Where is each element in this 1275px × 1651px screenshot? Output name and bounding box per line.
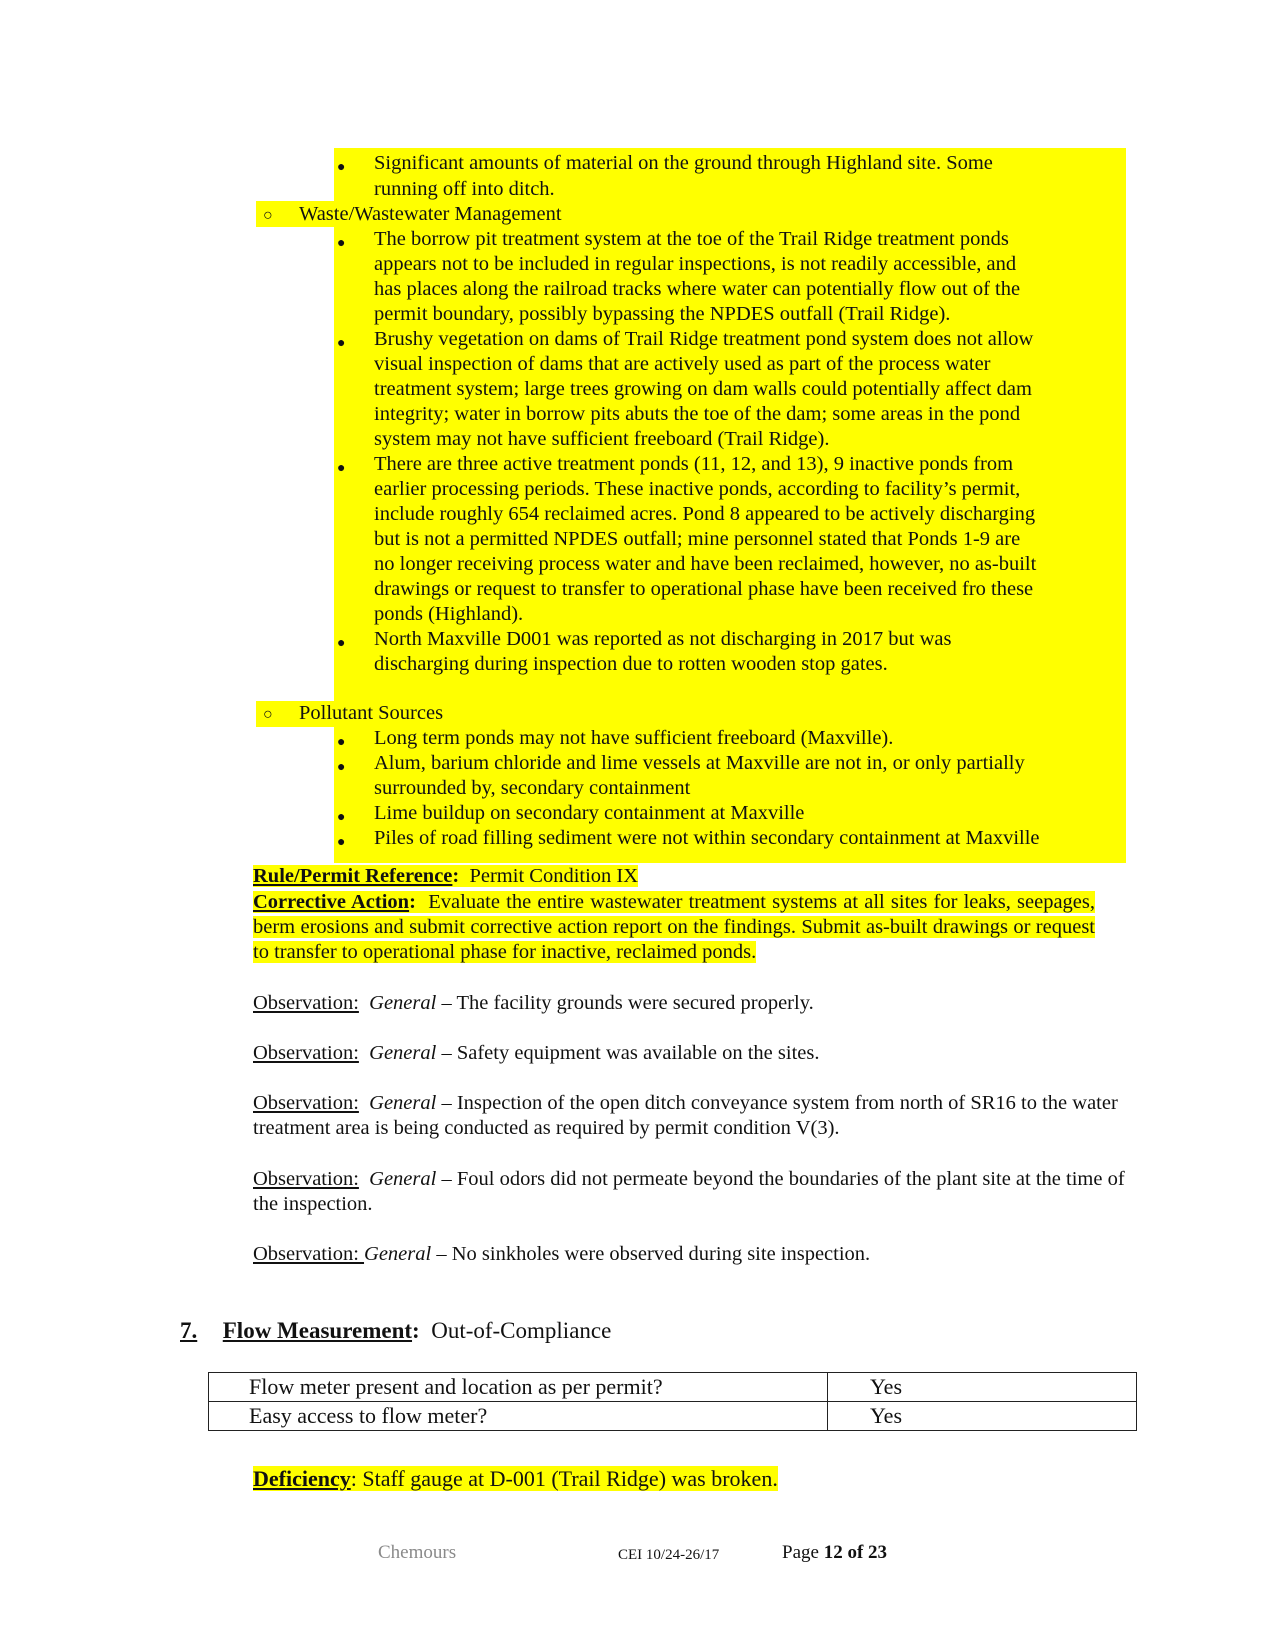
page-of: of (842, 1542, 869, 1563)
bullet-icon: ● (337, 636, 346, 651)
bullet-icon: ● (337, 835, 346, 850)
footer-company: Chemours (378, 1542, 457, 1563)
bullet-icon: ● (337, 160, 346, 175)
observation-type: General (369, 1168, 437, 1190)
bullet-text-line: surrounded by, secondary containment (374, 777, 691, 799)
bullet-text-line: treatment system; large trees growing on dam walls could potentially affect dam (374, 378, 1032, 400)
observation-text: – Inspection of the open ditch conveyance system from north of SR16 to the water treatment area is being conducted as required by permit condition V(3). (253, 1092, 1118, 1139)
corrective-action (253, 890, 1095, 965)
bullet-text-line: The borrow pit treatment system at the toe of the Trail Ridge treatment ponds (374, 228, 1009, 250)
circle-bullet-icon: ○ (263, 207, 273, 224)
table-cell-question: Easy access to flow meter? (209, 1402, 828, 1431)
observation-text: – No sinkholes were observed during site inspection. (436, 1243, 871, 1265)
observation-label: Observation: (253, 992, 359, 1014)
section-number: 7. (180, 1318, 198, 1343)
footer-page (782, 1540, 887, 1565)
page-prefix: Page (782, 1542, 824, 1563)
observation (253, 1041, 1133, 1066)
table-cell-answer: Yes (828, 1402, 1137, 1431)
bullet-text-line: Significant amounts of material on the ground through Highland site. Some (374, 152, 993, 174)
bullet-text-line: permit boundary, possibly bypassing the NPDES outfall (Trail Ridge). (374, 303, 951, 325)
bullet-text-line: appears not to be included in regular inspections, is not readily accessible, and (374, 253, 1017, 275)
observation-text: – Safety equipment was available on the sites. (441, 1042, 820, 1064)
bullet-icon: ● (337, 760, 346, 775)
waste-heading: Waste/Wastewater Management (299, 203, 562, 225)
corrective-label: Corrective Action (253, 891, 410, 913)
observation-type: General (369, 1092, 437, 1114)
rule-permit-reference (253, 864, 638, 889)
bullet-text-line: integrity; water in borrow pits abuts the toe of the dam; some areas in the pond (374, 403, 1021, 425)
footer-code: CEI 10/24-26/17 (618, 1547, 720, 1563)
circle-bullet-icon: ○ (263, 706, 273, 723)
bullet-text-line: include roughly 654 reclaimed acres. Pond 8 appeared to be actively discharging (374, 503, 1036, 525)
bullet-icon: ● (337, 810, 346, 825)
section-status: Out-of-Compliance (431, 1318, 612, 1343)
page-number: 12 (823, 1542, 843, 1563)
bullet-text-line: running off into ditch. (374, 178, 555, 200)
table-row (209, 1373, 1137, 1402)
observation (253, 1167, 1143, 1217)
observation-label: Observation: (253, 1243, 365, 1265)
bullet-text-line: drawings or request to transfer to operational phase have been received fro these (374, 578, 1034, 600)
rule-text: Permit Condition IX (469, 865, 639, 887)
table-cell-answer: Yes (828, 1373, 1137, 1402)
pollutant-heading: Pollutant Sources (299, 702, 444, 724)
bullet-text-line: but is not a permitted NPDES outfall; mine personnel stated that Ponds 1-9 are (374, 528, 1021, 550)
observation (253, 1091, 1133, 1141)
table-cell-question: Flow meter present and location as per permit? (209, 1373, 828, 1402)
deficiency-label: Deficiency (253, 1466, 351, 1491)
bullet-text-line: has places along the railroad tracks where water can potentially flow out of the (374, 278, 1021, 300)
section-title: Flow Measurement (222, 1318, 413, 1343)
page-total: 23 (868, 1542, 888, 1563)
observation-type: General (369, 1042, 437, 1064)
bullet-text-line: system may not have sufficient freeboard (Trail Ridge). (374, 428, 830, 450)
bullet-icon: ● (337, 735, 346, 750)
section-heading (180, 1317, 611, 1345)
bullet-text-line: Alum, barium chloride and lime vessels at Maxville are not in, or only partially (374, 752, 1025, 774)
bullet-text-line: earlier processing periods. These inactive ponds, according to facility’s permit, (374, 478, 1021, 500)
rule-colon: : (452, 865, 460, 887)
rule-label: Rule/Permit Reference (253, 865, 453, 887)
observation-text: – The facility grounds were secured properly. (441, 992, 814, 1014)
bullet-icon: ● (337, 336, 346, 351)
flow-measurement-table (208, 1372, 1137, 1431)
observation-type: General (369, 992, 437, 1014)
observation-label: Observation: (253, 1042, 359, 1064)
corrective-colon: : (409, 891, 416, 913)
observation-text: – Foul odors did not permeate beyond the boundaries of the plant site at the time of the inspection. (253, 1168, 1125, 1215)
bullet-text-line: Brushy vegetation on dams of Trail Ridge treatment pond system does not allow (374, 328, 1034, 350)
bullet-text-line: Piles of road filling sediment were not within secondary containment at Maxville (374, 827, 1040, 849)
bullet-text-line: no longer receiving process water and have been reclaimed, however, no as-built (374, 553, 1037, 575)
bullet-icon: ● (337, 236, 346, 251)
observation (253, 1242, 1133, 1267)
observation-type: General (364, 1243, 432, 1265)
corrective-text: Evaluate the entire wastewater treatment systems at all sites for leaks, seepages, berm erosions and submit corrective action report on the findings. Submit as-built drawings or request to transfer to operational phase for inactive, reclaimed ponds. (253, 891, 1095, 963)
observation-label: Observation: (253, 1092, 359, 1114)
bullet-text-line: Lime buildup on secondary containment at Maxville (374, 802, 805, 824)
observation (253, 991, 1133, 1016)
bullet-icon: ● (337, 461, 346, 476)
section-colon: : (412, 1318, 420, 1343)
bullet-text-line: discharging during inspection due to rotten wooden stop gates. (374, 653, 888, 675)
table-row (209, 1402, 1137, 1431)
bullet-text-line: Long term ponds may not have sufficient freeboard (Maxville). (374, 727, 894, 749)
bullet-text-line: There are three active treatment ponds (11, 12, and 13), 9 inactive ponds from (374, 453, 1014, 475)
deficiency-note (253, 1465, 778, 1493)
bullet-text-line: visual inspection of dams that are actively used as part of the process water (374, 353, 991, 375)
observation-label: Observation: (253, 1168, 359, 1190)
deficiency-text: : Staff gauge at D-001 (Trail Ridge) was broken. (350, 1466, 778, 1491)
bullet-text-line: North Maxville D001 was reported as not discharging in 2017 but was (374, 628, 952, 650)
bullet-text-line: ponds (Highland). (374, 603, 524, 625)
